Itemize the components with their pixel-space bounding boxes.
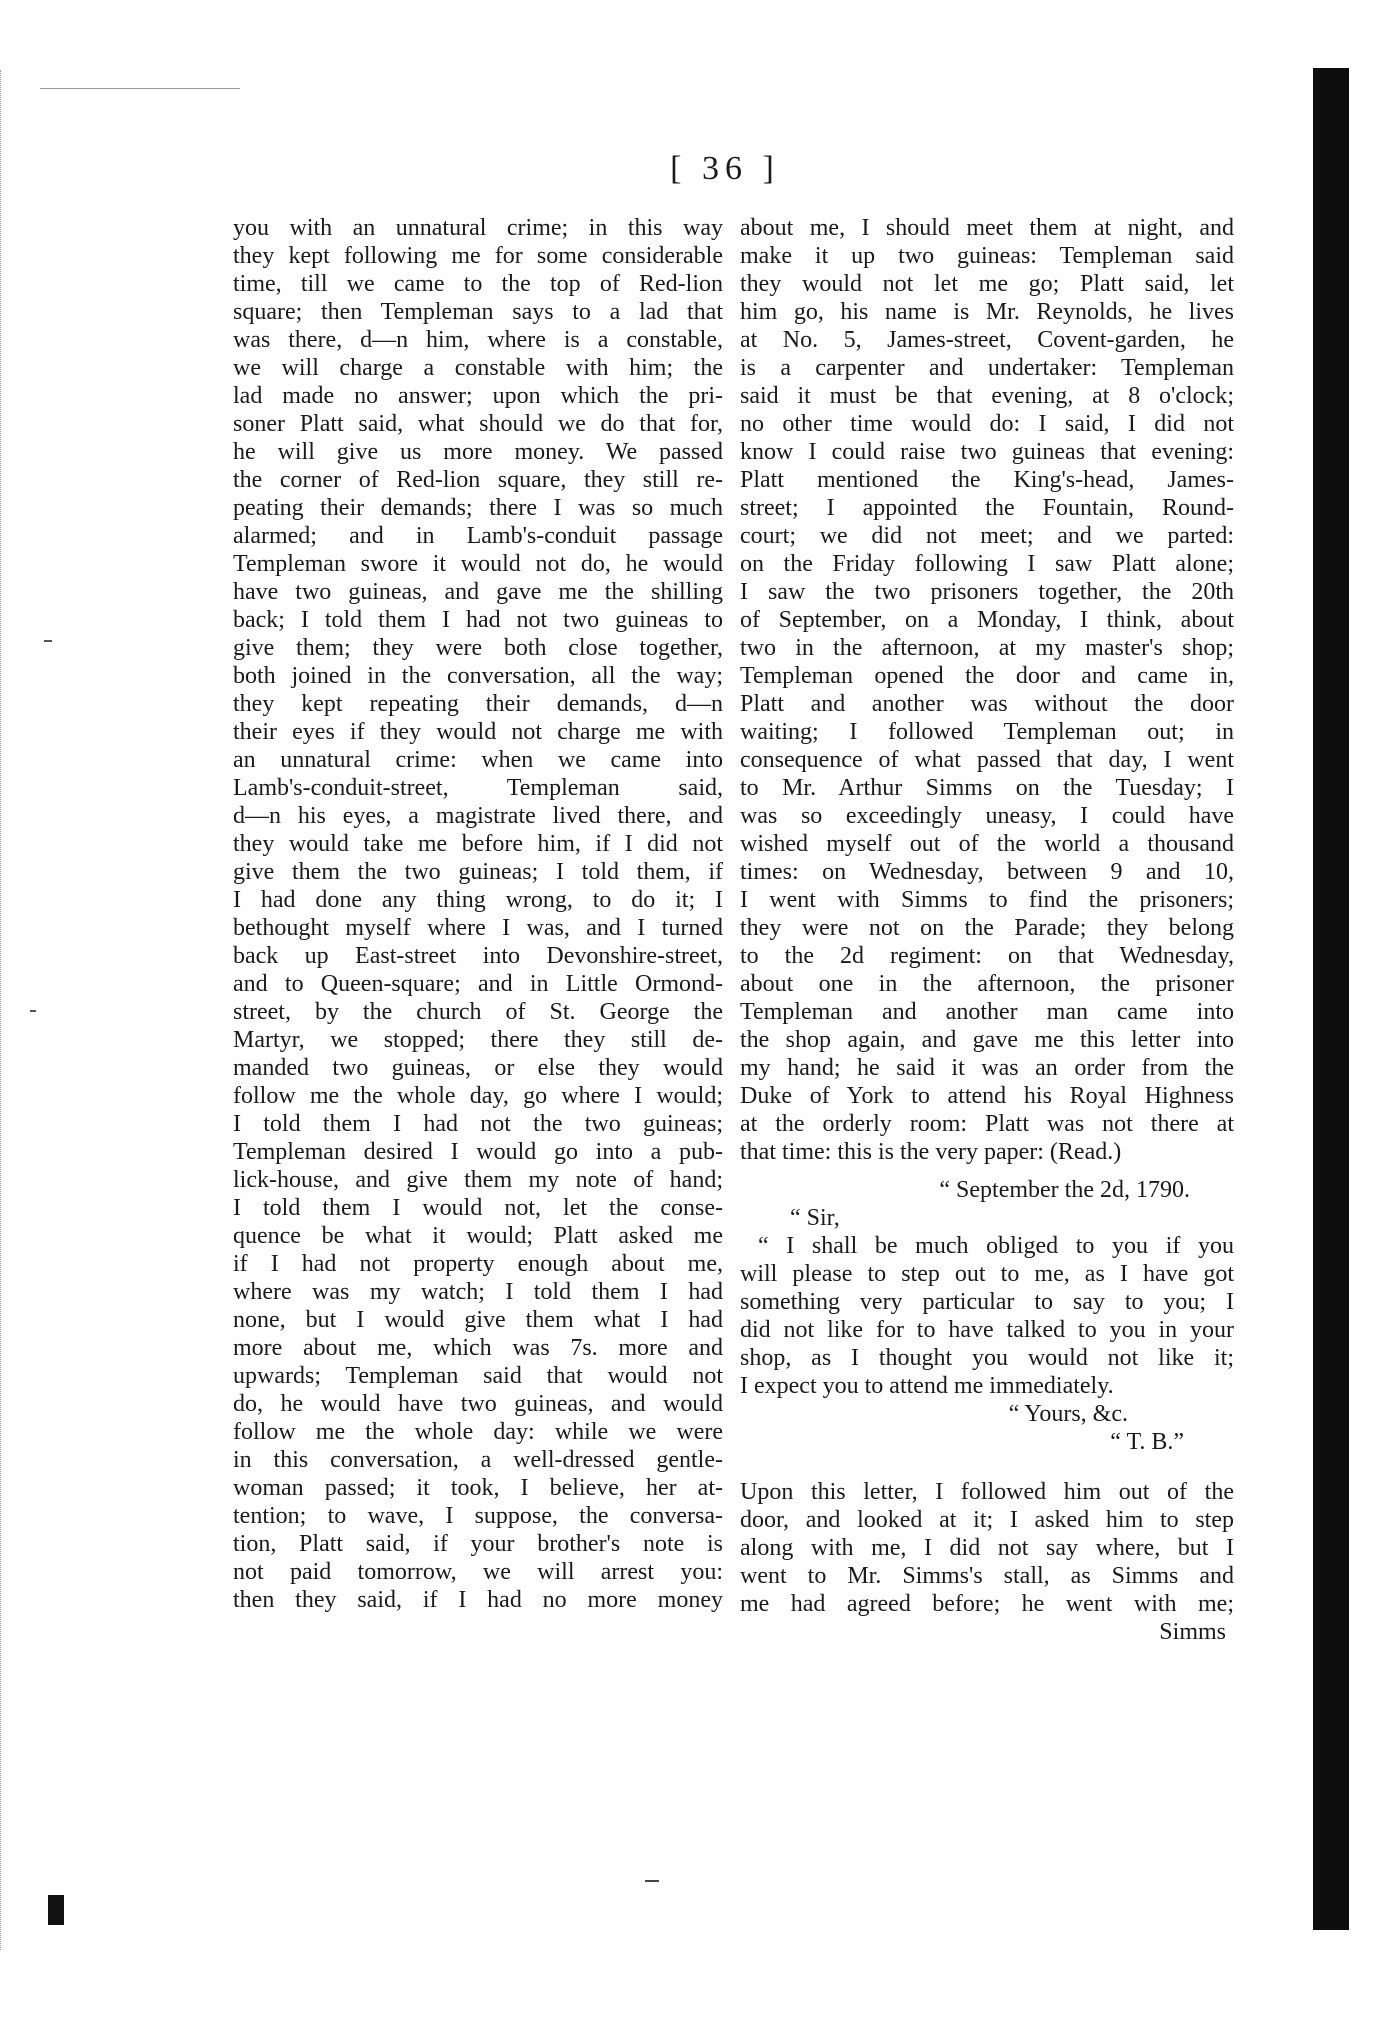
text-line: do, he would have two guineas, and would xyxy=(233,1391,723,1417)
text-line: he will give us more money. We passed xyxy=(233,439,723,465)
scan-bottom-mark xyxy=(645,1880,659,1882)
text-line: an unnatural crime: when we came into xyxy=(233,747,723,773)
text-line: they kept repeating their demands, d—n xyxy=(233,691,723,717)
text-line: where was my watch; I told them I had xyxy=(233,1279,723,1305)
text-line: d—n his eyes, a magistrate lived there, and xyxy=(233,803,723,829)
text-line: two in the afternoon, at my master's shop; xyxy=(740,635,1234,661)
text-line: if I had not property enough about me, xyxy=(233,1251,723,1277)
text-line: back up East-street into Devonshire-street, xyxy=(233,943,723,969)
text-line: was there, d—n him, where is a constable, xyxy=(233,327,723,353)
text-line: Upon this letter, I followed him out of the xyxy=(740,1479,1234,1505)
scan-edge-bar xyxy=(1313,68,1349,1930)
text-line: square; then Templeman says to a lad that xyxy=(233,299,723,325)
text-line: I had done any thing wrong, to do it; I xyxy=(233,887,723,913)
text-line: something very particular to say to you; I xyxy=(740,1289,1234,1315)
text-line: will please to step out to me, as I have got xyxy=(740,1261,1234,1287)
text-line: not paid tomorrow, we will arrest you: xyxy=(233,1559,723,1585)
text-line: Templeman swore it would not do, he would xyxy=(233,551,723,577)
text-line: at No. 5, James-street, Covent-garden, he xyxy=(740,327,1234,353)
text-line: follow me the whole day: while we were xyxy=(233,1419,723,1445)
text-line: you with an unnatural crime; in this way xyxy=(233,215,723,241)
text-line: Martyr, we stopped; there they still de- xyxy=(233,1027,723,1053)
scan-mark xyxy=(44,640,52,642)
letter-closing: “ Yours, &c. xyxy=(1008,1401,1128,1427)
text-line: waiting; I followed Templeman out; in xyxy=(740,719,1234,745)
text-line: on the Friday following I saw Platt alone; xyxy=(740,551,1234,577)
text-line: more about me, which was 7s. more and xyxy=(233,1335,723,1361)
text-line: him go, his name is Mr. Reynolds, he lives xyxy=(740,299,1234,325)
scan-mark xyxy=(48,1895,64,1925)
text-line: soner Platt said, what should we do that for, xyxy=(233,411,723,437)
text-line: street, by the church of St. George the xyxy=(233,999,723,1025)
right-column-continuation xyxy=(740,1478,1234,1618)
text-line: tion, Platt said, if your brother's note is xyxy=(233,1531,723,1557)
letter-signature: “ T. B.” xyxy=(1110,1429,1184,1455)
text-line: none, but I would give them what I had xyxy=(233,1307,723,1333)
right-column xyxy=(740,214,1234,1646)
text-line: was so exceedingly uneasy, I could have xyxy=(740,803,1234,829)
left-column xyxy=(233,214,723,1614)
text-line: went to Mr. Simms's stall, as Simms and xyxy=(740,1563,1234,1589)
text-line: have two guineas, and gave me the shilling xyxy=(233,579,723,605)
text-line: give them; they were both close together, xyxy=(233,635,723,661)
right-column-text xyxy=(740,214,1234,1166)
text-line: I told them I had not the two guineas; xyxy=(233,1111,723,1137)
text-line: bethought myself where I was, and I turned xyxy=(233,915,723,941)
text-line: about one in the afternoon, the prisoner xyxy=(740,971,1234,997)
text-line: woman passed; it took, I believe, her at- xyxy=(233,1475,723,1501)
text-line: of September, on a Monday, I think, about xyxy=(740,607,1234,633)
text-line: the shop again, and gave me this letter into xyxy=(740,1027,1234,1053)
text-line: upwards; Templeman said that would not xyxy=(233,1363,723,1389)
text-line: door, and looked at it; I asked him to step xyxy=(740,1507,1234,1533)
text-line: lick-house, and give them my note of hand; xyxy=(233,1167,723,1193)
text-line: give them the two guineas; I told them, if xyxy=(233,859,723,885)
text-line: know I could raise two guineas that evening: xyxy=(740,439,1234,465)
text-line: I expect you to attend me immediately. xyxy=(740,1373,1114,1399)
text-line: both joined in the conversation, all the way; xyxy=(233,663,723,689)
text-line: back; I told them I had not two guineas to xyxy=(233,607,723,633)
scan-top-rule xyxy=(40,88,240,89)
text-line: quence be what it would; Platt asked me xyxy=(233,1223,723,1249)
text-line: along with me, I did not say where, but I xyxy=(740,1535,1234,1561)
text-line: I went with Simms to find the prisoners; xyxy=(740,887,1234,913)
text-line: we will charge a constable with him; the xyxy=(233,355,723,381)
text-line: times: on Wednesday, between 9 and 10, xyxy=(740,859,1234,885)
text-line: wished myself out of the world a thousand xyxy=(740,831,1234,857)
text-line: I told them I would not, let the conse- xyxy=(233,1195,723,1221)
text-line: court; we did not meet; and we parted: xyxy=(740,523,1234,549)
text-line: did not like for to have talked to you in your xyxy=(740,1317,1234,1343)
text-line: Templeman opened the door and came in, xyxy=(740,663,1234,689)
text-line: to the 2d regiment: on that Wednesday, xyxy=(740,943,1234,969)
text-line: to Mr. Arthur Simms on the Tuesday; I xyxy=(740,775,1234,801)
text-line: me had agreed before; he went with me; xyxy=(740,1591,1234,1617)
text-line: that time: this is the very paper: (Read.) xyxy=(740,1139,1122,1165)
text-line: “ I shall be much obliged to you if you xyxy=(758,1233,1234,1259)
text-line: peating their demands; there I was so much xyxy=(233,495,723,521)
text-line: I saw the two prisoners together, the 20th xyxy=(740,579,1234,605)
text-line: lad made no answer; upon which the pri- xyxy=(233,383,723,409)
text-line: Templeman desired I would go into a pub- xyxy=(233,1139,723,1165)
text-line: said it must be that evening, at 8 o'clock; xyxy=(740,383,1234,409)
text-line: they kept following me for some considerable xyxy=(233,243,723,269)
text-line: they would not let me go; Platt said, let xyxy=(740,271,1234,297)
text-line: their eyes if they would not charge me with xyxy=(233,719,723,745)
page-number: [ 36 ] xyxy=(670,150,780,187)
text-line: time, till we came to the top of Red-lion xyxy=(233,271,723,297)
letter-body xyxy=(740,1232,1234,1400)
text-line: they would take me before him, if I did not xyxy=(233,831,723,857)
scan-mark xyxy=(30,1010,36,1012)
letter-salutation: “ Sir, xyxy=(790,1205,840,1231)
text-line: and to Queen-square; and in Little Ormond- xyxy=(233,971,723,997)
text-line: Platt and another was without the door xyxy=(740,691,1234,717)
text-line: Duke of York to attend his Royal Highness xyxy=(740,1083,1234,1109)
text-line: consequence of what passed that day, I went xyxy=(740,747,1234,773)
text-line: they were not on the Parade; they belong xyxy=(740,915,1234,941)
text-line: tention; to wave, I suppose, the conversa- xyxy=(233,1503,723,1529)
text-line: is a carpenter and undertaker: Templeman xyxy=(740,355,1234,381)
text-line: my hand; he said it was an order from the xyxy=(740,1055,1234,1081)
text-line: in this conversation, a well-dressed gentle- xyxy=(233,1447,723,1473)
text-line: Templeman and another man came into xyxy=(740,999,1234,1025)
catchword: Simms xyxy=(1159,1619,1226,1645)
text-line: alarmed; and in Lamb's-conduit passage xyxy=(233,523,723,549)
text-line: street; I appointed the Fountain, Round- xyxy=(740,495,1234,521)
text-line: shop, as I thought you would not like it; xyxy=(740,1345,1234,1371)
text-line: about me, I should meet them at night, and xyxy=(740,215,1234,241)
text-line: the corner of Red-lion square, they still re- xyxy=(233,467,723,493)
scan-left-edge xyxy=(0,70,51,1950)
text-line: at the orderly room: Platt was not there at xyxy=(740,1111,1234,1137)
text-line: then they said, if I had no more money xyxy=(233,1587,723,1613)
text-line: no other time would do: I said, I did not xyxy=(740,411,1234,437)
text-line: make it up two guineas: Templeman said xyxy=(740,243,1234,269)
text-line: follow me the whole day, go where I would; xyxy=(233,1083,723,1109)
text-line: Lamb's-conduit-street, Templeman said, xyxy=(233,775,723,801)
text-line: Platt mentioned the King's-head, James- xyxy=(740,467,1234,493)
text-line: manded two guineas, or else they would xyxy=(233,1055,723,1081)
letter-date: “ September the 2d, 1790. xyxy=(939,1177,1190,1203)
